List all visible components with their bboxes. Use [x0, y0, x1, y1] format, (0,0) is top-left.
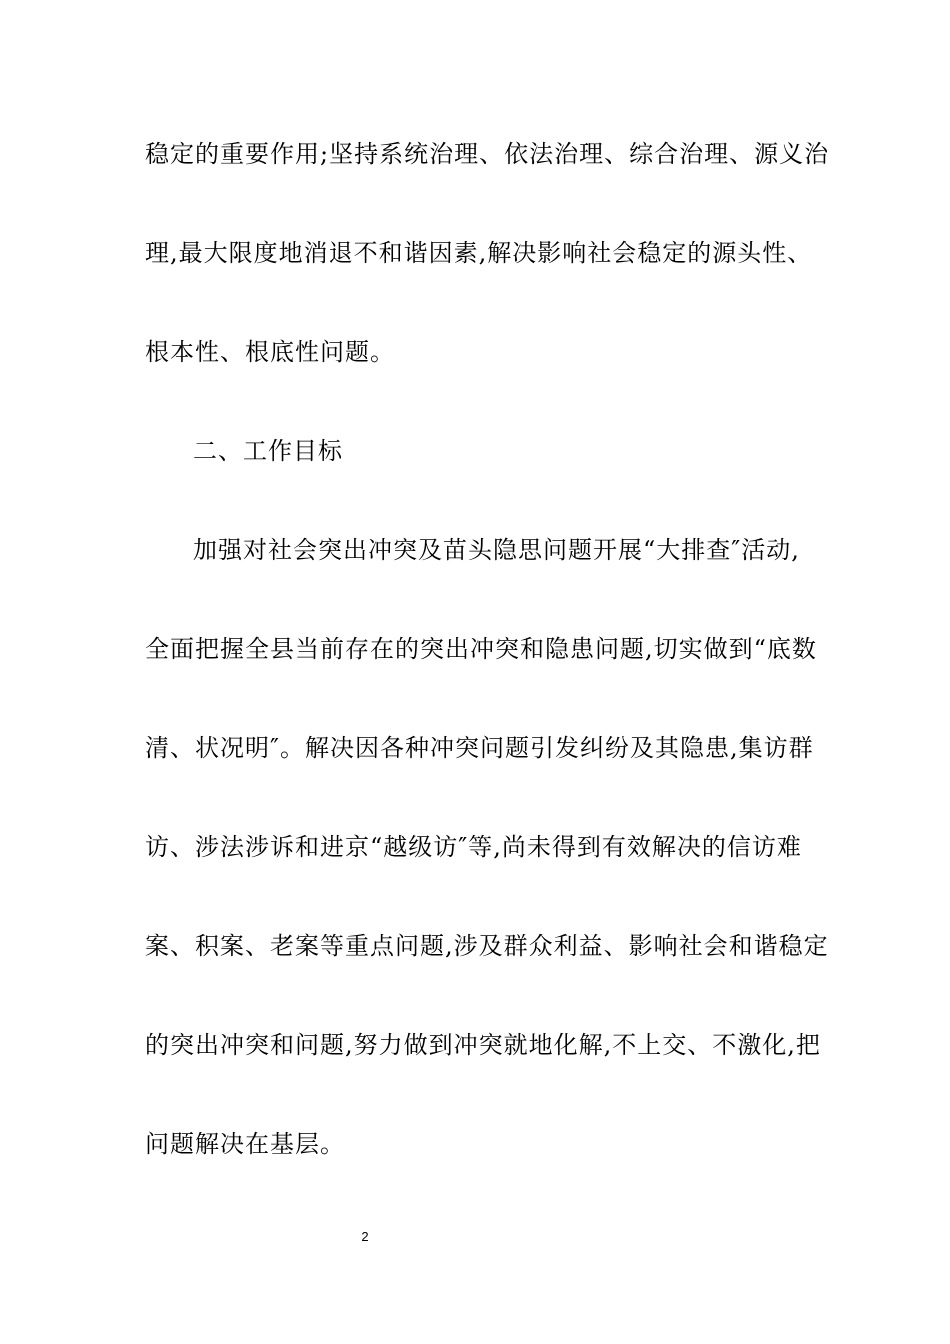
paragraph-line: 案、积案、老案等重点问题,涉及群众利益、影响社会和谐稳定	[145, 932, 829, 960]
paragraph-line: 访、涉法涉诉和进京“越级访″等,尚未得到有效解决的信访难	[145, 833, 802, 861]
paragraph-line: 根本性、根底性问题。	[145, 338, 395, 366]
paragraph-line: 加强对社会突出冲突及苗头隐思问题开展“大排查″活动,	[193, 536, 800, 564]
paragraph-line: 全面把握全县当前存在的突出冲突和隐患问题,切实做到“底数	[145, 635, 817, 663]
section-heading: 二、工作目标	[193, 437, 343, 465]
paragraph-line: 清、状况明″。解决因各种冲突问题引发纠纷及其隐患,集访群	[145, 734, 814, 762]
paragraph-line: 的突出冲突和问题,努力做到冲突就地化解,不上交、不激化,把	[145, 1031, 821, 1059]
page-number: 2	[361, 1229, 369, 1244]
paragraph-line: 理,最大限度地消退不和谐因素,解决影响社会稳定的源头性、	[145, 239, 813, 267]
paragraph-line: 问题解决在基层。	[145, 1130, 345, 1158]
paragraph-line: 稳定的重要作用;坚持系统治理、依法治理、综合治理、源义治	[145, 140, 830, 168]
